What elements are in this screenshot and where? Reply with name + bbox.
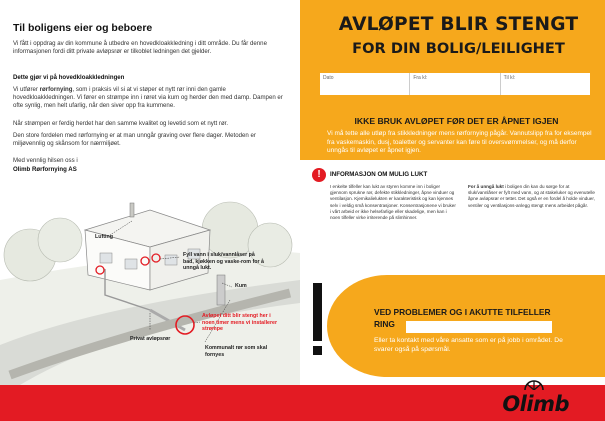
callout-lufting: Lufting bbox=[95, 234, 113, 240]
method-paragraph: Vi utfører rørfornying, som i praksis vil si at vi støper et nytt rør inni den gamle hovedkloakkledningen. Vi fører en strømpe inn i røret via kum og herder den med damp. Dampen er ofte synlig, men helt ufarlig, når den siver opp fra kummene. bbox=[13, 86, 283, 109]
from-time-field[interactable]: Fra kl: bbox=[410, 73, 500, 95]
callout-kum: Kum bbox=[235, 283, 247, 289]
info-column-1: I enkelte tilfeller kan lukt av styren komme inn i boliger gjennom sprukne rør, defekte stikkledninger, åpne vinduer og ventilasjon. Kjemikalielukten er karakteristisk og kan kjennes selv i veldig små konsentrasjoner. Konsentrasjonene vi bruker i vårt arbeid er ikke helsefarlige eller skadelige, men kan i noen tilfeller virke irriterende på slimhinner. bbox=[330, 184, 456, 221]
left-panel bbox=[0, 0, 300, 421]
letter-title: Til boligens eier og beboere bbox=[13, 22, 153, 34]
intro-paragraph: Vi fått i oppdrag av din kommune å utbedre en hovedkloakkledning i ditt område. Du får denne informasjonen fordi ditt private avløpsrør er tilkoblet ledningen det gjelder. bbox=[13, 40, 267, 55]
exclamation-dot-icon bbox=[313, 346, 322, 355]
quality-paragraph: Når strømpen er ferdig herdet har den samme kvalitet og levetid som et nytt rør. bbox=[13, 120, 229, 127]
info-column-2: For å unngå lukt i boligen din kan du sørge for at sluk/vannlåser er fylt med vann, og at stakeluker og evenutelle åpne avløpsrør er tettet. Det også er en fordel å holde vinduer, ventiler og ventilasjons-anlegg stengt mens arbeidet pågår. bbox=[468, 184, 595, 208]
info-title: INFORMASJON OM MULIG LUKT bbox=[330, 171, 428, 178]
date-field[interactable]: Dato bbox=[320, 73, 410, 95]
warning-icon: ! bbox=[312, 168, 326, 182]
warning-title: IKKE BRUK AVLØPET FØR DET ER ÅPNET IGJEN bbox=[354, 116, 559, 126]
problem-text: Eller ta kontakt med våre ansatte som er på jobb i området. De svarer også på spørsmål. bbox=[374, 337, 563, 353]
company-signature: Olimb Rørfornying AS bbox=[13, 166, 77, 173]
olimb-logo: Olimb bbox=[502, 392, 569, 416]
benefit-paragraph: Den store fordelen med rørfornying er at man unngår graving over flere dager. Metoden er miljøvennlig og skånsom for nærmiljøet. bbox=[13, 132, 256, 147]
date-time-fields bbox=[320, 73, 590, 95]
callout-privat: Privat avløpsrør bbox=[130, 336, 171, 342]
callout-avlopet-stengt: Avløpet ditt blir stengt her i noen timer mens vi installerer strømpe bbox=[202, 313, 278, 332]
logo-wheel-icon bbox=[523, 378, 545, 390]
right-panel bbox=[300, 0, 605, 421]
method-subtitle: Dette gjør vi på hovedkloakkledningen bbox=[13, 74, 125, 81]
headline-sub: FOR DIN BOLIG/LEILIGHET bbox=[352, 40, 565, 57]
problem-title: VED PROBLEMER OG I AKUTTE TILFELLER RING bbox=[374, 307, 551, 329]
to-time-field[interactable]: Til kl: bbox=[503, 75, 516, 81]
callout-fyll-vann: Fyll vann i sluk/vannlåser på bad, kjøkken og vaske-rom for å unngå lukt. bbox=[183, 252, 264, 271]
headline-main: AVLØPET BLIR STENGT bbox=[338, 14, 579, 35]
exclamation-icon bbox=[313, 283, 322, 341]
greeting: Med vennlig hilsen oss i bbox=[13, 157, 78, 164]
phone-number-field[interactable] bbox=[406, 321, 552, 333]
warning-text: Vi må tette alle utløp fra stikkledninger mens rørfornying pågår. Vannutslipp fra for eksempel fra vaskemaskin, dusj, toaletter og servanter kan føre til oversvømmelser, og må derfor unngås til avløpet er åpnet igjen. bbox=[327, 130, 592, 154]
callout-kommunalt: Kommunalt rør som skal fornyes bbox=[205, 345, 268, 358]
